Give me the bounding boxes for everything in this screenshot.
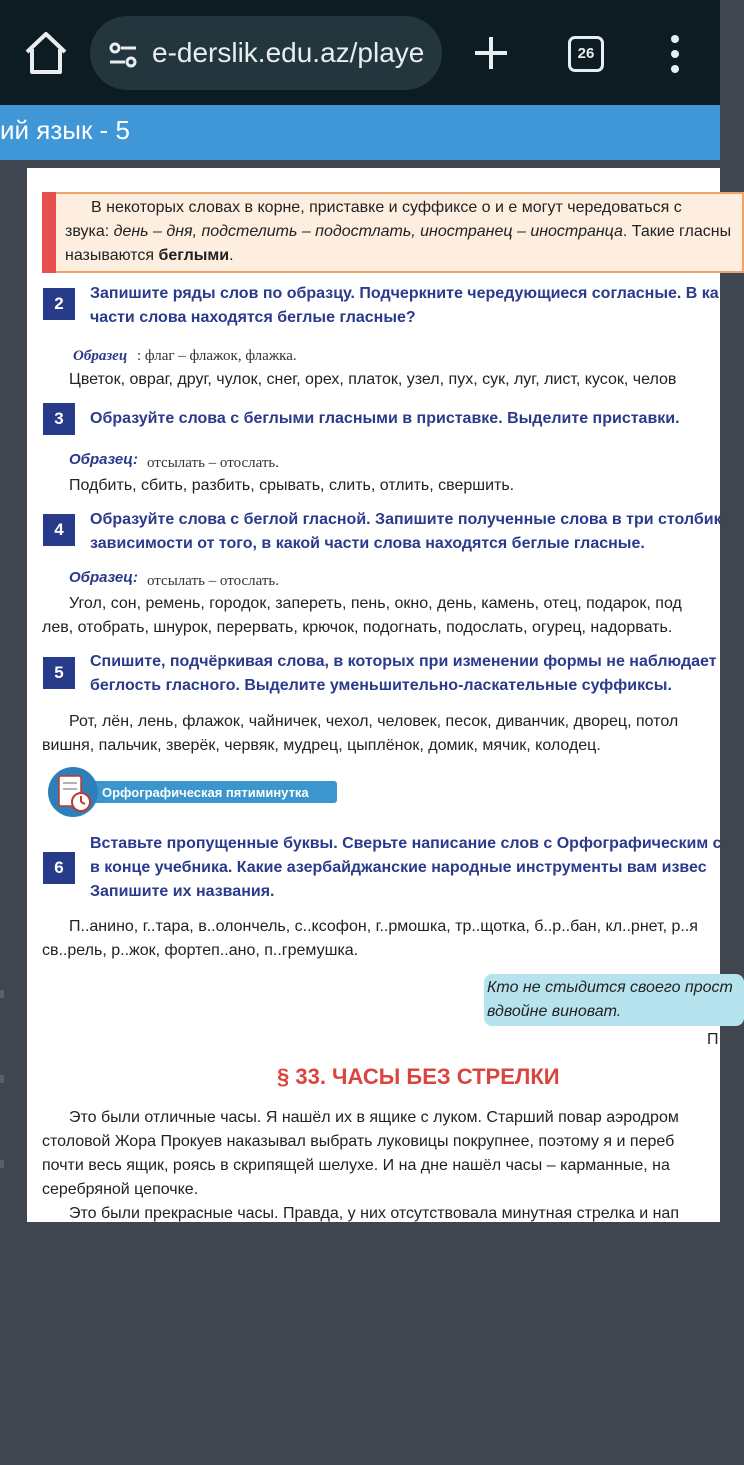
task-number: 6 [43, 852, 75, 884]
task-body-line: вишня, пальчик, зверёк, червяк, мудрец, цыплёнок, домик, мячик, колодец. [42, 737, 601, 754]
rule-text: называются [65, 247, 159, 264]
rule-text: . [229, 247, 234, 264]
browser-toolbar [0, 0, 720, 105]
task-body-line: лев, отобрать, шнурок, перервать, крючок, подогнать, подослать, огурец, надорвать. [42, 619, 673, 636]
section-title: § 33. ЧАСЫ БЕЗ СТРЕЛКИ [277, 1064, 560, 1089]
sample-text: отсылать – отослать. [147, 573, 280, 589]
task-instruction-line: Образуйте слова с беглыми гласными в приставке. Выделите приставки. [90, 410, 680, 427]
section-paragraph-line: серебряной цепочке. [42, 1181, 199, 1198]
more-vert-icon[interactable] [664, 34, 686, 74]
url-text[interactable]: e-derslik.edu.az/playe [152, 37, 425, 68]
task-instruction-line: Вставьте пропущенные буквы. Сверьте написание слов с Орфографическим с [90, 835, 722, 852]
task-body-line: св..рель, р..жок, фортеп..ано, п..гремушка. [42, 942, 359, 959]
task-number: 2 [43, 288, 75, 320]
sample-text: отсылать – отослать. [147, 455, 280, 471]
quote-author: П [707, 1031, 719, 1048]
task-instruction-line: беглость гласного. Выделите уменьшительно-ласкательные суффиксы. [90, 677, 672, 694]
address-bar[interactable] [90, 16, 442, 90]
task-instruction-line: Спишите, подчёркивая слова, в которых при изменении формы не наблюдает [90, 653, 717, 670]
task-instruction-line: Запишите ряды слов по образцу. Подчеркните чередующиеся согласные. В ка [90, 285, 719, 302]
sample-label: Образец [73, 348, 128, 364]
rule-line-3 [65, 244, 234, 268]
task-instruction-line: в конце учебника. Какие азербайджанские народные инструменты вам извес [90, 859, 707, 876]
home-icon[interactable] [22, 30, 70, 76]
task-instruction-line: части слова находятся беглые гласные? [90, 309, 416, 326]
section-paragraph-line: Это были отличные часы. Я нашёл их в ящике с луком. Старший повар аэродром [69, 1109, 679, 1126]
section-paragraph-line: почти весь ящик, роясь в скрипящей шелухе. И на дне нашёл часы – карманные, на [42, 1157, 670, 1174]
quote-line: Кто не стыдится своего прост [487, 979, 733, 996]
rule-line-2 [65, 220, 731, 244]
rule-term: беглыми [158, 247, 230, 264]
quote-line: вдвойне виноват. [487, 1003, 622, 1020]
tabs-icon[interactable]: 26 [568, 36, 604, 72]
task-body-line: Подбить, сбить, разбить, срывать, слить, отлить, свершить. [69, 477, 515, 494]
edge-mark [0, 1075, 4, 1083]
rule-line-1: В некоторых словах в корне, приставке и суффиксе о и е могут чередоваться с [91, 199, 682, 216]
app-header [0, 105, 720, 160]
rule-accent-bar [42, 192, 56, 273]
edge-mark [0, 990, 4, 998]
task-number: 5 [43, 657, 75, 689]
edge-mark [0, 1160, 4, 1168]
task-instruction-line: Образуйте слова с беглой гласной. Запишите полученные слова в три столбик [90, 511, 722, 528]
task-number: 4 [43, 514, 75, 546]
tune-icon[interactable] [106, 38, 140, 72]
rule-text: звука: [65, 223, 114, 240]
textbook-page [27, 168, 733, 1222]
task-instruction-line: зависимости от того, в какой части слова находятся беглые гласные. [90, 535, 645, 552]
orthography-banner [47, 766, 337, 818]
task-body-line: П..анино, г..тара, в..олончель, с..ксофон, г..рмошка, тр..щотка, б..р..бан, кл..рнет, р..я [69, 918, 698, 935]
sample-text: : флаг – флажок, флажка. [137, 348, 297, 364]
task-body-line: Цветок, овраг, друг, чулок, снег, орех, платок, узел, пух, сук, луг, лист, кусок, челов [69, 371, 677, 388]
quote-box [484, 974, 744, 1026]
section-paragraph-line: Это были прекрасные часы. Правда, у них отсутствовала минутная стрелка и нап [69, 1205, 679, 1222]
rule-text: . Такие гласны [622, 223, 732, 240]
rule-examples: день – дня, подстелить – подостлать, иностранец – иностранца [113, 223, 623, 240]
task-instruction-line: Запишите их названия. [90, 883, 275, 900]
banner-label: Орфографическая пятиминутка [102, 785, 309, 800]
task-body-line: Рот, лён, лень, флажок, чайничек, чехол, человек, песок, диванчик, дворец, потол [69, 713, 679, 730]
plus-icon[interactable] [472, 34, 510, 72]
task-number: 3 [43, 403, 75, 435]
section-paragraph-line: столовой Жора Прокуев наказывал выбрать луковицы покрупнее, поэтому я и переб [42, 1133, 675, 1150]
page-title: ий язык - 5 [0, 115, 130, 145]
task-body-line: Угол, сон, ремень, городок, запереть, пень, окно, день, камень, отец, подарок, под [69, 595, 682, 612]
sample-label: Образец: [69, 569, 138, 586]
sample-label: Образец: [69, 451, 138, 468]
notebook-clock-icon [47, 766, 99, 818]
